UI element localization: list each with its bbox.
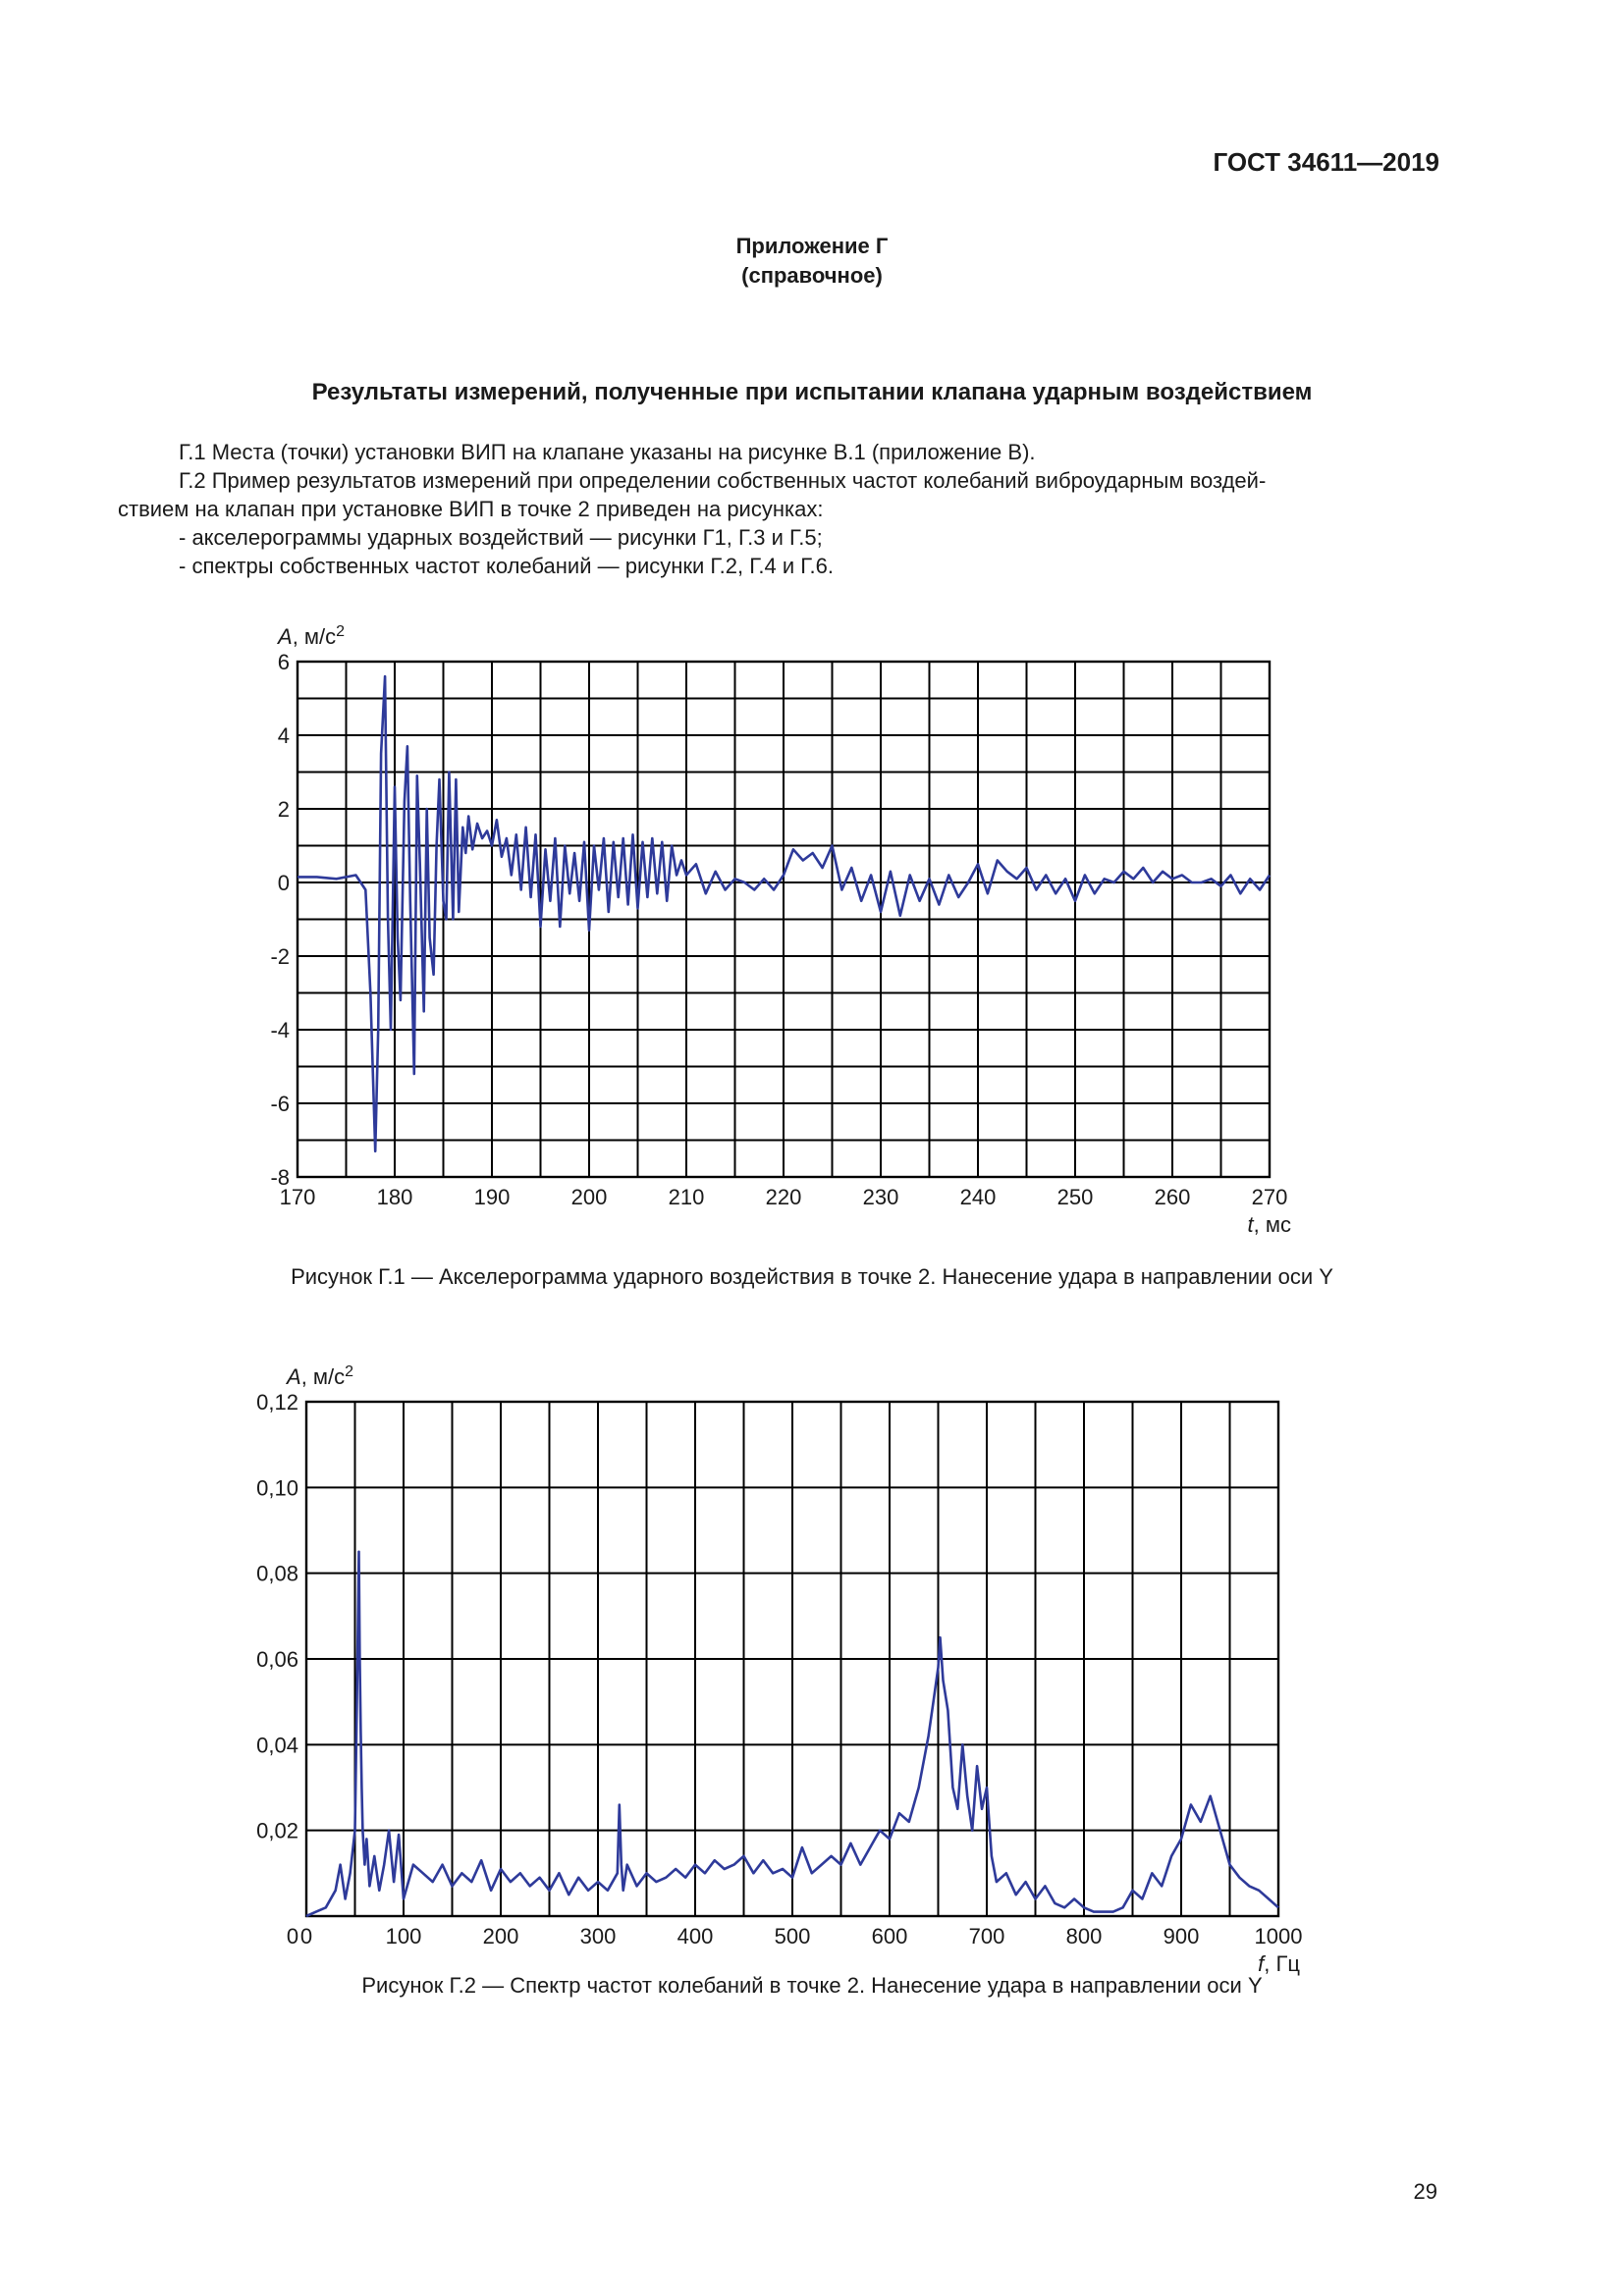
x-tick-label: 0 [299, 1924, 313, 1949]
y-tick-label: 0 [277, 871, 290, 895]
annex-type: (справочное) [741, 263, 883, 288]
x-tick-label: 800 [1065, 1924, 1103, 1949]
x-axis-label: f, Гц [1258, 1951, 1300, 1976]
x-tick-label: 230 [862, 1185, 899, 1209]
x-tick-label: 600 [871, 1924, 908, 1949]
x-tick-label: 200 [482, 1924, 519, 1949]
y-axis-label: A, $м/с^2$ [287, 1362, 354, 1389]
y-tick-label: 2 [277, 797, 290, 822]
x-tick-label: 700 [968, 1924, 1005, 1949]
bullet2-text: - спектры собственных частот колебаний — рисунки Г.2, Г.4 и Г.6. [179, 554, 834, 578]
x-tick-label: 1000 [1254, 1924, 1303, 1949]
y-tick-label: 4 [277, 723, 290, 748]
x-tick-label: 100 [385, 1924, 422, 1949]
y-tick-label: 0,04 [256, 1733, 298, 1758]
x-axis-label: t, мс [1247, 1212, 1291, 1237]
y-tick-label: -6 [270, 1092, 290, 1116]
y-tick-label: 0,02 [256, 1818, 298, 1843]
y-tick-label: 0,12 [256, 1390, 298, 1415]
x-tick-label: 240 [959, 1185, 997, 1209]
y-tick-label: -2 [270, 944, 290, 969]
page-number: 29 [1413, 2179, 1437, 2204]
y-tick-label: -8 [270, 1165, 290, 1190]
x-tick-label: 250 [1056, 1185, 1094, 1209]
bullet1-text: - акселерограммы ударных воздействий — рисунки Г1, Г.3 и Г.5; [179, 525, 823, 550]
x-tick-label: 500 [774, 1924, 811, 1949]
x-tick-label: 220 [765, 1185, 802, 1209]
figure2-caption: Рисунок Г.2 — Спектр частот колебаний в точке 2. Нанесение удара в направлении оси Y [361, 1973, 1263, 1998]
annex-title: Приложение Г [735, 234, 889, 258]
x-tick-label: 210 [668, 1185, 705, 1209]
y-axis-label: A, $м/с^2$ [278, 622, 346, 649]
y-tick-label: -4 [270, 1018, 290, 1042]
x-tick-label: 400 [677, 1924, 714, 1949]
y-tick-label: 0,08 [256, 1561, 298, 1586]
figure1-caption: Рисунок Г.1 — Акселерограмма ударного воздействия в точке 2. Нанесение удара в направлении оси Y [291, 1264, 1333, 1289]
paragraph-g1-text: Г.1 Места (точки) установки ВИП на клапане указаны на рисунке В.1 (приложение В). [179, 440, 1036, 464]
y-tick-label: 0,06 [256, 1647, 298, 1672]
x-tick-label: 180 [376, 1185, 413, 1209]
chart-spectrum [256, 1363, 1302, 1977]
x-origin-label: 0 [286, 1924, 299, 1949]
x-tick-label: 270 [1251, 1185, 1288, 1209]
x-tick-label: 200 [570, 1185, 608, 1209]
paragraph-g2-text: Г.2 Пример результатов измерений при определении собственных частот колебаний виброударным воздей- [179, 468, 1267, 493]
chart-accelerogram [270, 623, 1291, 1238]
y-tick-label: 6 [277, 650, 290, 674]
x-tick-label: 300 [579, 1924, 617, 1949]
x-tick-label: 170 [279, 1185, 316, 1209]
x-tick-label: 190 [473, 1185, 511, 1209]
y-tick-label: 0,10 [256, 1475, 298, 1501]
x-tick-label: 900 [1163, 1924, 1200, 1949]
x-tick-label: 260 [1154, 1185, 1191, 1209]
section-title: Результаты измерений, полученные при испытании клапана ударным воздействием [311, 379, 1313, 405]
paragraph-g2-line2: ствием на клапан при установке ВИП в точке 2 приведен на рисунках: [118, 497, 824, 521]
standard-id: ГОСТ 34611—2019 [1213, 147, 1439, 177]
